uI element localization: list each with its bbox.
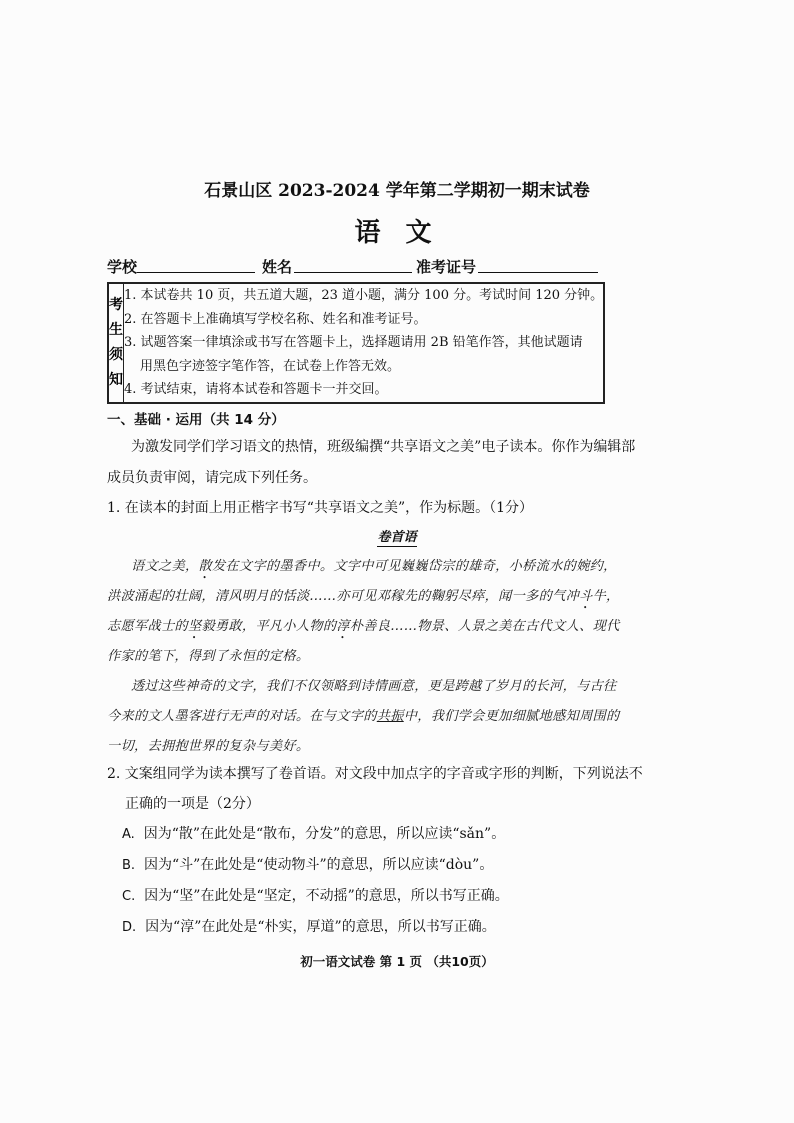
notice-item: 用黑色字迹签字笔作答，在试卷上作答无效。 (140, 358, 401, 374)
question-1: 1. 在读本的封面上用正楷字书写“共享语文之美”，作为标题。（1分） (107, 500, 534, 516)
school-blank[interactable] (137, 272, 255, 273)
intro-line: 成员负责审阅，请完成下列任务。 (107, 470, 317, 486)
notice-label: 考 生 须 知 (108, 283, 124, 403)
notice-item: 4. 考试结束，请将本试卷和答题卡一并交回。 (124, 382, 388, 397)
dotted-char: 散 (198, 559, 212, 574)
section-heading: 一、基础 · 运用（共 14 分） (107, 412, 285, 428)
notice-item: 1. 本试卷共 10 页，共五道大题，23 道小题，满分 100 分。考试时间 120 分钟。 (124, 288, 604, 303)
notice-body (124, 283, 605, 403)
preface-line: 洪波涌起的壮阔，清风明月的恬淡……亦可见邓稼先的鞠躬尽瘁，闻一多的气冲斗牛， (107, 589, 620, 604)
preface-line: 语文之美，散发在文字的墨香中。文字中可见巍巍岱宗的雄奇，小桥流水的婉约， (131, 559, 617, 574)
option-letter: A. (122, 827, 135, 842)
school-label: 学校 (107, 258, 138, 276)
intro-line: 为激发同学们学习语文的热情，班级编撰“共享语文之美”电子读本。你作为编辑部 (131, 439, 636, 455)
preface-line: 一切，去拥抱世界的复杂与美好。 (107, 739, 310, 754)
option-a[interactable]: A. 因为“散”在此处是“散布，分发”的意思，所以应读“sǎn”。 (122, 826, 506, 842)
option-b[interactable]: B. 因为“斗”在此处是“使动物斗”的意思，所以应读“dòu”。 (122, 857, 494, 873)
dotted-char: 斗 (579, 589, 593, 604)
candidate-notice-box (107, 282, 605, 404)
option-letter: B. (122, 858, 136, 873)
name-blank[interactable] (294, 272, 412, 273)
question-2-line: 正确的一项是（2分） (125, 796, 260, 812)
underlined-word: 共振 (376, 709, 404, 724)
exam-title: 石景山区 2023-2024 学年第二学期初一期末试卷 (204, 181, 590, 201)
preface-title: 卷首语 (377, 530, 417, 545)
option-c[interactable]: C. 因为“坚”在此处是“坚定，不动摇”的意思，所以书写正确。 (122, 888, 509, 904)
name-label: 姓名 (262, 258, 293, 276)
option-letter: D. (122, 920, 137, 935)
exam-id-blank[interactable] (478, 272, 598, 273)
dotted-char: 淳 (336, 619, 350, 634)
option-d[interactable]: D. 因为“淳”在此处是“朴实，厚道”的意思，所以书写正确。 (122, 919, 496, 935)
preface-line: 作家的笔下，得到了永恒的定格。 (107, 649, 310, 664)
page-footer: 初一语文试卷 第 1 页 （共10页） (300, 954, 494, 969)
notice-item: 2. 在答题卡上准确填写学校名称、姓名和准考证号。 (124, 311, 427, 327)
question-2-line: 2. 文案组同学为读本撰写了卷首语。对文段中加点字的字音或字形的判断，下列说法不 (107, 766, 643, 782)
notice-item: 3. 试题答案一律填涂或书写在答题卡上，选择题请用 2B 铅笔作答，其他试题请 (124, 335, 583, 350)
preface-line: 今来的文人墨客进行无声的对话。在与文字的共振中，我们学会更加细腻地感知周围的 (107, 709, 620, 724)
subject-title: 语 文 (354, 218, 440, 248)
preface-line: 透过这些神奇的文字，我们不仅领略到诗情画意，更是跨越了岁月的长河，与古往 (131, 679, 617, 694)
dotted-char: 坚 (187, 619, 202, 634)
exam-id-label: 准考证号 (416, 258, 477, 276)
preface-line: 志愿军战士的坚毅勇敢，平凡小人物的淳朴善良……物景、人景之美在古代文人、现代 (107, 619, 620, 634)
option-letter: C. (122, 889, 136, 904)
